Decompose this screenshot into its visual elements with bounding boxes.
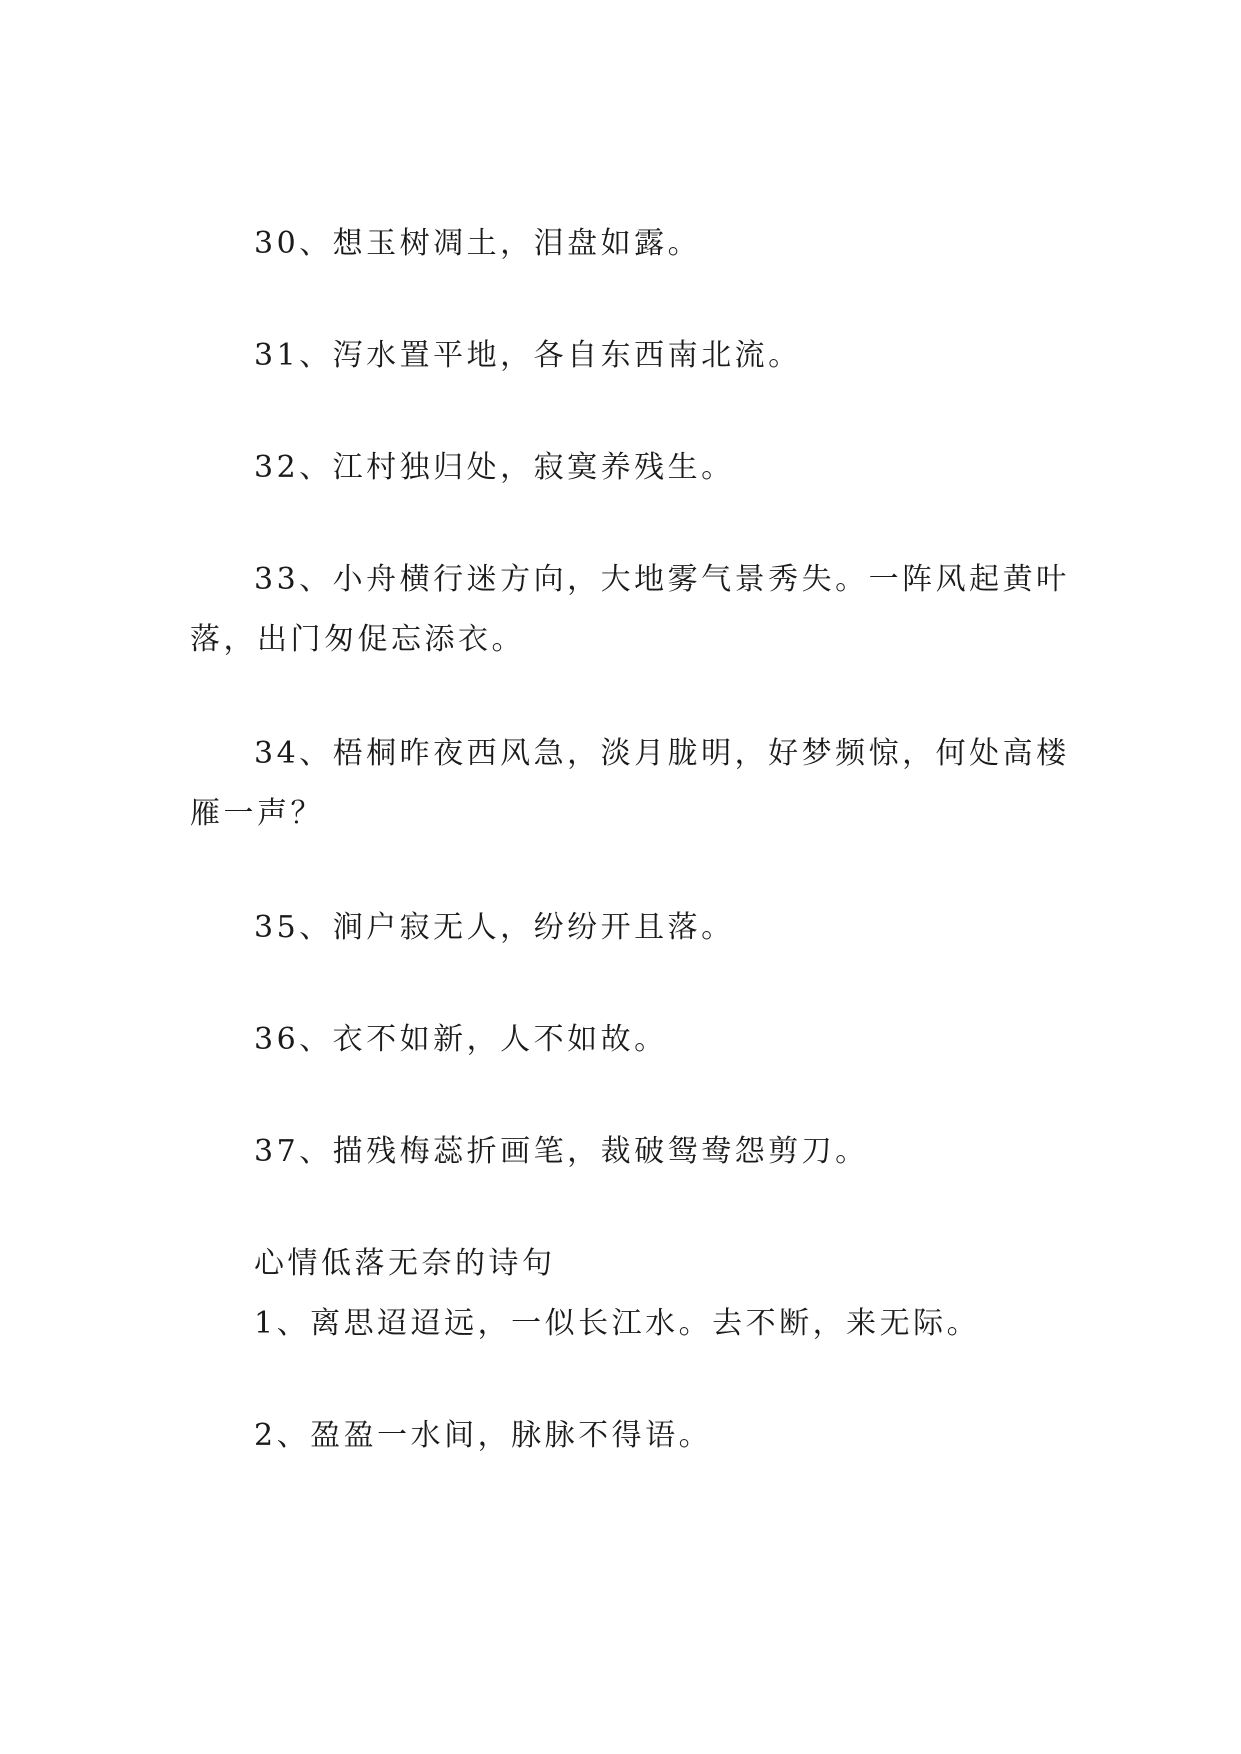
poem-line: 35、涧户寂无人，纷纷开且落。 (254, 910, 735, 945)
poem-line: 32、江村独归处，寂寞养残生。 (254, 450, 735, 485)
poem-line: 31、泻水置平地，各自东西南北流。 (254, 338, 802, 373)
poem-line: 33、小舟横行迷方向，大地雾气景秀失。一阵风起黄叶 (254, 562, 1070, 597)
section-item-line: 2、盈盈一水间，脉脉不得语。 (254, 1418, 713, 1453)
section-item-line: 1、离思迢迢远，一似长江水。去不断，来无际。 (254, 1306, 981, 1341)
poem-line-continuation: 落，出门匆促忘添衣。 (190, 622, 525, 657)
poem-line-continuation: 雁一声？ (190, 796, 324, 831)
poem-line: 36、衣不如新，人不如故。 (254, 1022, 668, 1057)
section-heading: 心情低落无奈的诗句 (254, 1246, 556, 1281)
poem-line: 37、描残梅蕊折画笔，裁破鸳鸯怨剪刀。 (254, 1134, 869, 1169)
poem-line: 34、梧桐昨夜西风急，淡月胧明，好梦频惊，何处高楼 (254, 736, 1070, 771)
poem-line: 30、想玉树凋土，泪盘如露。 (254, 226, 702, 261)
